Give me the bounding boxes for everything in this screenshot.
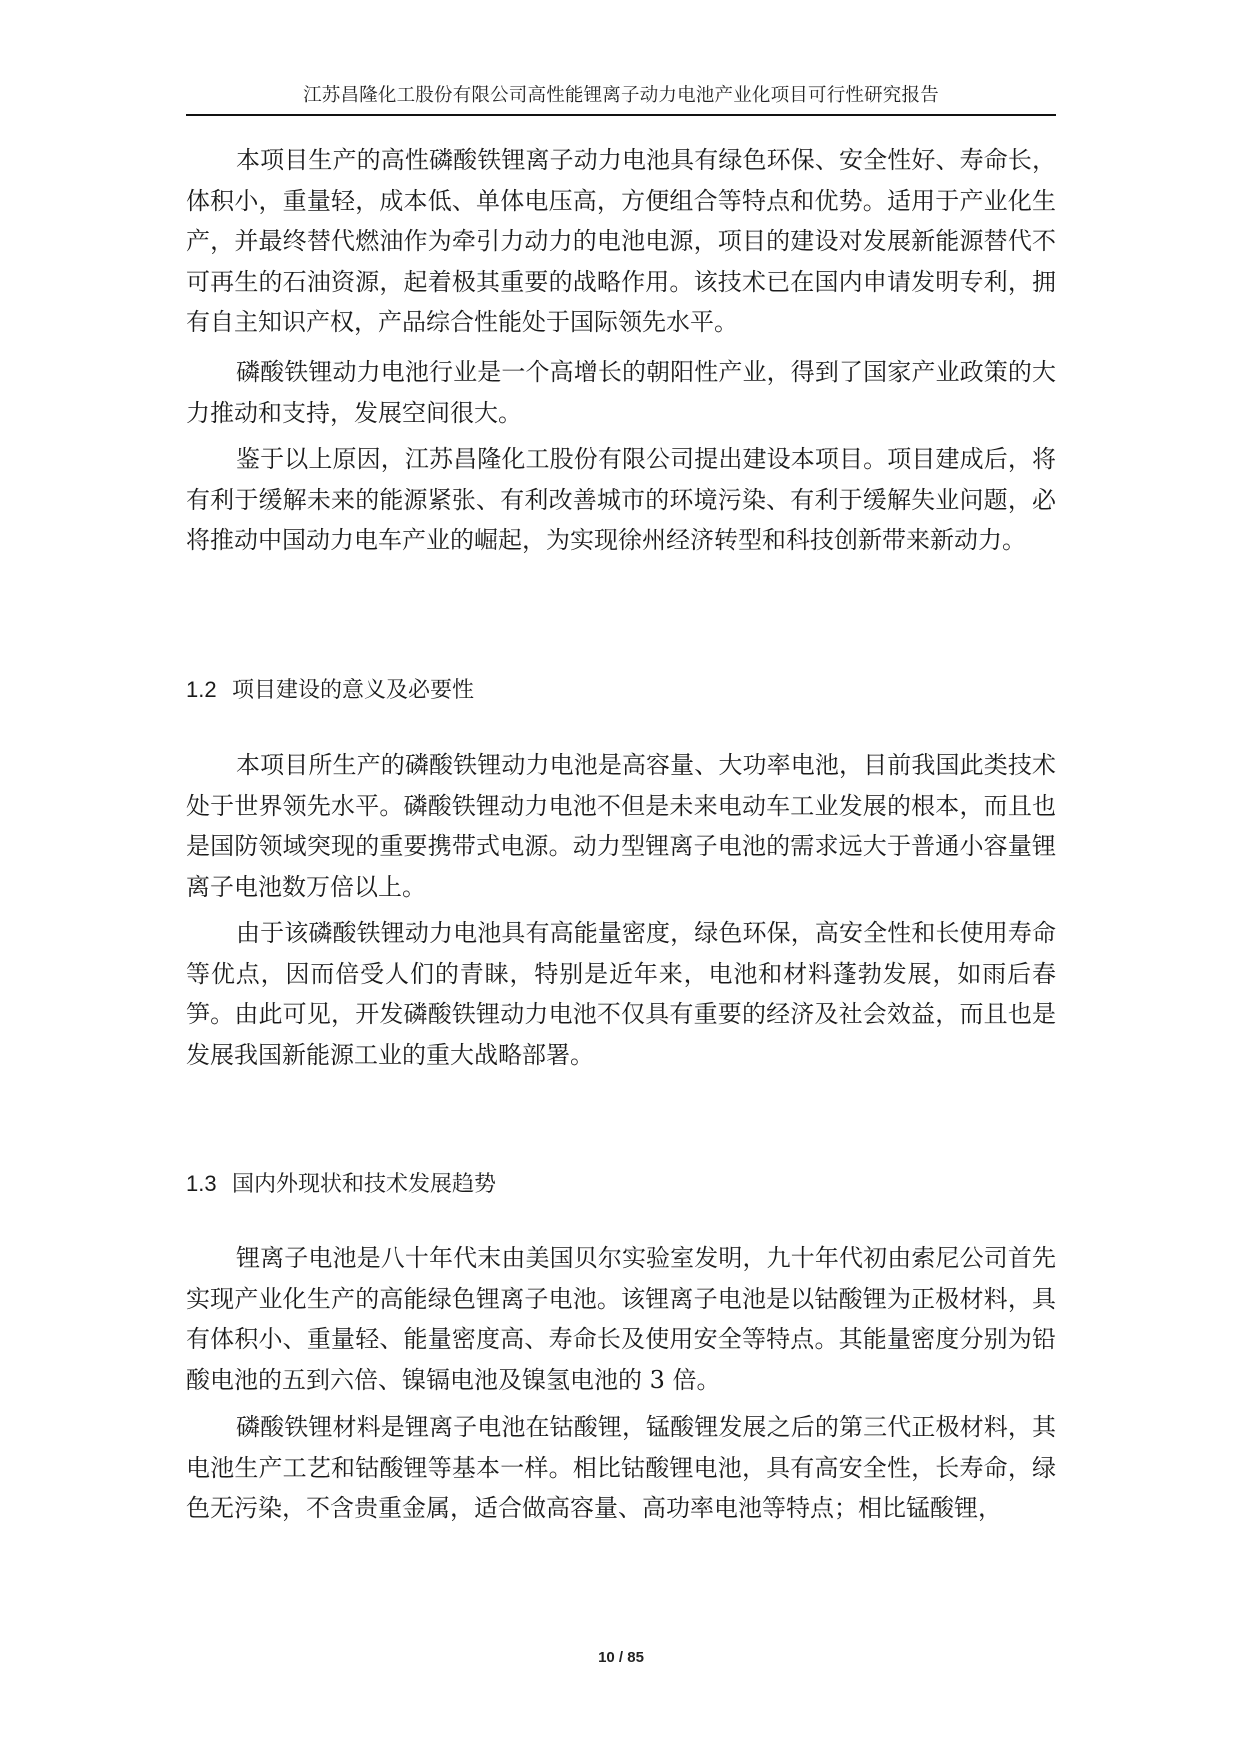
section-heading-1-2: [186, 675, 1056, 706]
header-rule: [186, 114, 1056, 116]
running-header: 江苏昌隆化工股份有限公司高性能锂离子动力电池产业化项目可行性研究报告: [303, 85, 939, 106]
section-1-2-paragraph-2: 由于该磷酸铁锂动力电池具有高能量密度，绿色环保，高安全性和长使用寿命等优点，因而倍受人们的青睐，特别是近年来，电池和材料蓬勃发展，如雨后春笋。由此可见，开发磷酸铁锂动力电池不仅具有重要的经济及社会效益，而且也是发展我国新能源工业的重大战略部署。: [186, 919, 1056, 1069]
section-1-2-paragraph-1: 本项目所生产的磷酸铁锂动力电池是高容量、大功率电池，目前我国此类技术处于世界领先水平。磷酸铁锂动力电池不但是未来电动车工业发展的根本，而且也是国防领域突现的重要携带式电源。动力型锂离子电池的需求远大于普通小容量锂离子电池数万倍以上。: [186, 751, 1056, 901]
intro-paragraph-3: 鉴于以上原因，江苏昌隆化工股份有限公司提出建设本项目。项目建成后，将有利于缓解未来的能源紧张、有利改善城市的环境污染、有利于缓解失业问题，必将推动中国动力电车产业的崛起，为实现徐州经济转型和科技创新带来新动力。: [186, 445, 1056, 555]
section-title: 国内外现状和技术发展趋势: [232, 1172, 497, 1197]
section-1-3-paragraph-2: 磷酸铁锂材料是锂离子电池在钴酸锂，锰酸锂发展之后的第三代正极材料，其电池生产工艺和钴酸锂等基本一样。相比钴酸锂电池，具有高安全性，长寿命，绿色无污染，不含贵重金属，适合做高容量、高功率电池等特点；相比锰酸锂，: [186, 1413, 1056, 1523]
section-number: 1.2: [186, 677, 217, 702]
section-title: 项目建设的意义及必要性: [232, 678, 475, 703]
page-number: 10 / 85: [598, 1649, 644, 1666]
section-number: 1.3: [186, 1171, 217, 1196]
intro-paragraph-2: 磷酸铁锂动力电池行业是一个高增长的朝阳性产业，得到了国家产业政策的大力推动和支持，发展空间很大。: [186, 358, 1056, 427]
section-1-3-paragraph-1: 锂离子电池是八十年代末由美国贝尔实验室发明，九十年代初由索尼公司首先实现产业化生产的高能绿色锂离子电池。该锂离子电池是以钴酸锂为正极材料，具有体积小、重量轻、能量密度高、寿命长及使用安全等特点。其能量密度分别为铅酸电池的五到六倍、镍镉电池及镍氢电池的 3 倍。: [186, 1244, 1056, 1394]
section-heading-1-3: [186, 1169, 1056, 1200]
intro-paragraph-1: 本项目生产的高性磷酸铁锂离子动力电池具有绿色环保、安全性好、寿命长，体积小，重量轻，成本低、单体电压高，方便组合等特点和优势。适用于产业化生产，并最终替代燃油作为牵引力动力的电池电源，项目的建设对发展新能源替代不可再生的石油资源，起着极其重要的战略作用。该技术已在国内申请发明专利，拥有自主知识产权，产品综合性能处于国际领先水平。: [186, 146, 1056, 337]
